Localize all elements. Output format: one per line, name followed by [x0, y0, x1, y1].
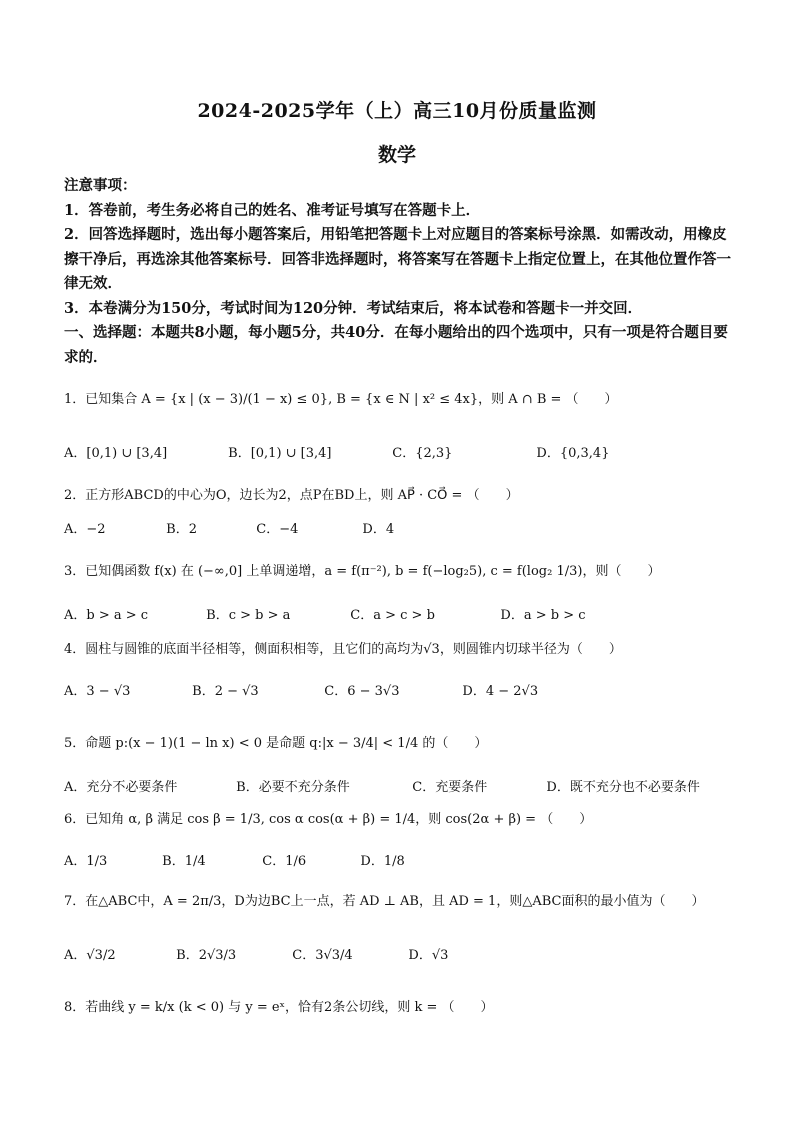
option-a: A．b > a > c — [64, 608, 149, 623]
question-6-options — [64, 852, 754, 872]
option-c: C．a > c > b — [350, 608, 435, 623]
question-7-stem: 7．在△ABC中，A = 2π/3，D为边BC上一点，若 AD ⊥ AB，且 AD = 1，则△ABC面积的最小值为（ ） — [64, 894, 705, 909]
option-b: B．2 — [166, 522, 197, 537]
instruction-item: 2．回答选择题时，选出每小题答案后，用铅笔把答题卡上对应题目的答案标号涂黑．如需改动，用橡皮擦干净后，再选涂其他答案标号．回答非选择题时，将答案写在答题卡上指定位置上，在其他位置作答一律无效． — [64, 226, 731, 292]
instructions — [64, 174, 736, 370]
question-2-stem: 2．正方形ABCD的中心为O，边长为2，点P在BD上，则 AP⃗ · CO⃗ = （ ） — [64, 488, 519, 503]
question-2-options — [64, 520, 754, 540]
question-4-stem: 4．圆柱与圆锥的底面半径相等，侧面积相等，且它们的高均为√3，则圆锥内切球半径为（ ） — [64, 642, 622, 657]
question-1-options — [64, 444, 754, 464]
option-c: C．6 − 3√3 — [324, 684, 400, 699]
option-c: C．1/6 — [262, 854, 307, 869]
option-c: C．3√3/4 — [292, 948, 353, 963]
question-6-stem: 6．已知角 α, β 满足 cos β = 1/3, cos α cos(α + β) = 1/4，则 cos(2α + β) = （ ） — [64, 812, 593, 827]
option-d: D．既不充分也不必要条件 — [546, 780, 700, 795]
option-b: B．1/4 — [162, 854, 206, 869]
option-d: D．√3 — [408, 948, 449, 963]
option-d: D．a > b > c — [500, 608, 586, 623]
question-4-options — [64, 682, 754, 702]
option-a: A．√3/2 — [64, 948, 116, 963]
question-1-stem: 1．已知集合 A = {x | (x − 3)/(1 − x) ≤ 0}, B = {x ∈ N | x² ≤ 4x}，则 A ∩ B = （ ） — [64, 392, 618, 407]
question-8-stem: 8．若曲线 y = k/x (k < 0) 与 y = eˣ，恰有2条公切线，则 k = （ ） — [64, 1000, 494, 1015]
question-5-options — [64, 778, 754, 798]
option-b: B．c > b > a — [206, 608, 291, 623]
option-d: D．4 − 2√3 — [462, 684, 539, 699]
instructions-heading: 注意事项： — [64, 177, 137, 194]
option-c: C．−4 — [256, 522, 299, 537]
question-7-options — [64, 946, 754, 966]
option-d: D．4 — [362, 522, 395, 537]
option-a: A．充分不必要条件 — [64, 780, 178, 795]
option-c: C．充要条件 — [412, 780, 488, 795]
instruction-item: 1．答卷前，考生务必将自己的姓名、准考证号填写在答题卡上． — [64, 201, 481, 219]
question-5-stem: 5．命题 p:(x − 1)(1 − ln x) < 0 是命题 q:|x − 3/4| < 1/4 的（ ） — [64, 736, 488, 751]
instruction-item: 3．本卷满分为150分，考试时间为120分钟．考试结束后，将本试卷和答题卡一并交回． — [64, 299, 643, 317]
question-3-options — [64, 606, 754, 626]
question-3-stem: 3．已知偶函数 f(x) 在 (−∞,0] 上单调递增，a = f(π⁻²), b = f(−log₂5), c = f(log₂ 1/3)，则（ ） — [64, 564, 661, 579]
option-b: B．2 − √3 — [192, 684, 259, 699]
option-a: A．1/3 — [64, 854, 108, 869]
exam-title: 2024-2025学年（上）高三10月份质量监测 — [197, 100, 597, 122]
option-a: A．−2 — [64, 522, 106, 537]
option-c: C．{2,3} — [392, 446, 453, 461]
option-d: D．{0,3,4} — [536, 446, 610, 461]
option-a: A．3 − √3 — [64, 684, 131, 699]
option-d: D．1/8 — [360, 854, 405, 869]
option-a: A．[0,1) ∪ [3,4] — [64, 446, 168, 461]
option-b: B．2√3/3 — [176, 948, 237, 963]
option-b: B．必要不充分条件 — [236, 780, 350, 795]
exam-subject: 数学 — [377, 144, 416, 166]
section-heading: 一、选择题：本题共8小题，每小题5分，共40分．在每小题给出的四个选项中，只有一项是符合题目要求的． — [64, 324, 728, 366]
option-b: B．[0,1) ∪ [3,4] — [228, 446, 332, 461]
